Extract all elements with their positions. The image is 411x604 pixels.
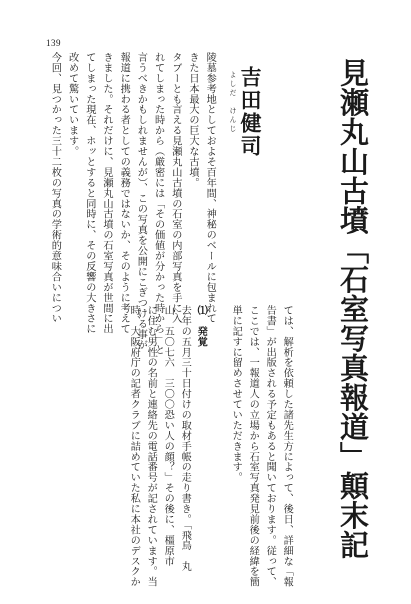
- lower-body-line: ここでは、一報道人の立場から石室写真発見前後の経緯を簡: [247, 305, 259, 588]
- upper-body-line: てしまった現在、ホッとすると同時に、その反響の大きさに: [83, 52, 95, 335]
- page-number: 139: [46, 38, 61, 48]
- lower-body-line: 時、大阪府庁の記者クラブに詰めていた私に本社のデスクか: [128, 305, 140, 588]
- upper-body-line: 報道に携わる者としての義務ではないか、そのように考えて: [118, 52, 130, 335]
- upper-body-line: 今回、見つかった三十二枚の写真の学術的意味合いについ: [49, 52, 61, 324]
- upper-body-line: 言うべきかもしれませんが）、この写真を公開にこぎつける事が: [135, 52, 147, 350]
- lower-body-line: 単に記すに留めさせていただきます。: [230, 305, 242, 483]
- lower-body-line: 山 五〇七六 三〇〇恐い人の顔？」その後に、橿原市: [162, 305, 174, 567]
- lower-body-line: 告書」が出版される予定もあると聞いております。従って、: [264, 305, 276, 588]
- lower-body-line: に住む男性の名前と連絡先の電話番号が記されています。当: [145, 305, 157, 588]
- upper-body-line: 改めて驚いています。: [66, 52, 78, 157]
- author-name: 吉田健司: [238, 66, 263, 158]
- upper-body-line: きました。それだけに、見瀬丸山古墳の石室写真が世間に出: [101, 52, 112, 335]
- upper-body-line: 陵墓参考地としておよそ百年間、神秘のベールに包まれて: [204, 52, 216, 324]
- article-title: 見瀬丸山古墳「石室写真報道」顛末記: [336, 58, 370, 560]
- upper-body-line: きた日本最大の巨大な古墳。: [187, 52, 198, 188]
- upper-body-line: れてしまった時から（厳密には「その価値が分かった時から」と: [152, 52, 164, 356]
- lower-body-line: ては、解析を依頼した諸先生方によって、後日、詳細な「報: [281, 305, 293, 588]
- author-name-ruby: よしだ けんじ: [229, 71, 237, 134]
- upper-body-line: タブーとも言える見瀬丸山古墳の石室の内部写真を手に入: [169, 52, 181, 324]
- lower-body-line: 去年の五月三十日付けの取材手帳の走り書き。「飛鳥 丸: [179, 305, 191, 572]
- section-heading: ⑴ 発覚: [195, 305, 208, 347]
